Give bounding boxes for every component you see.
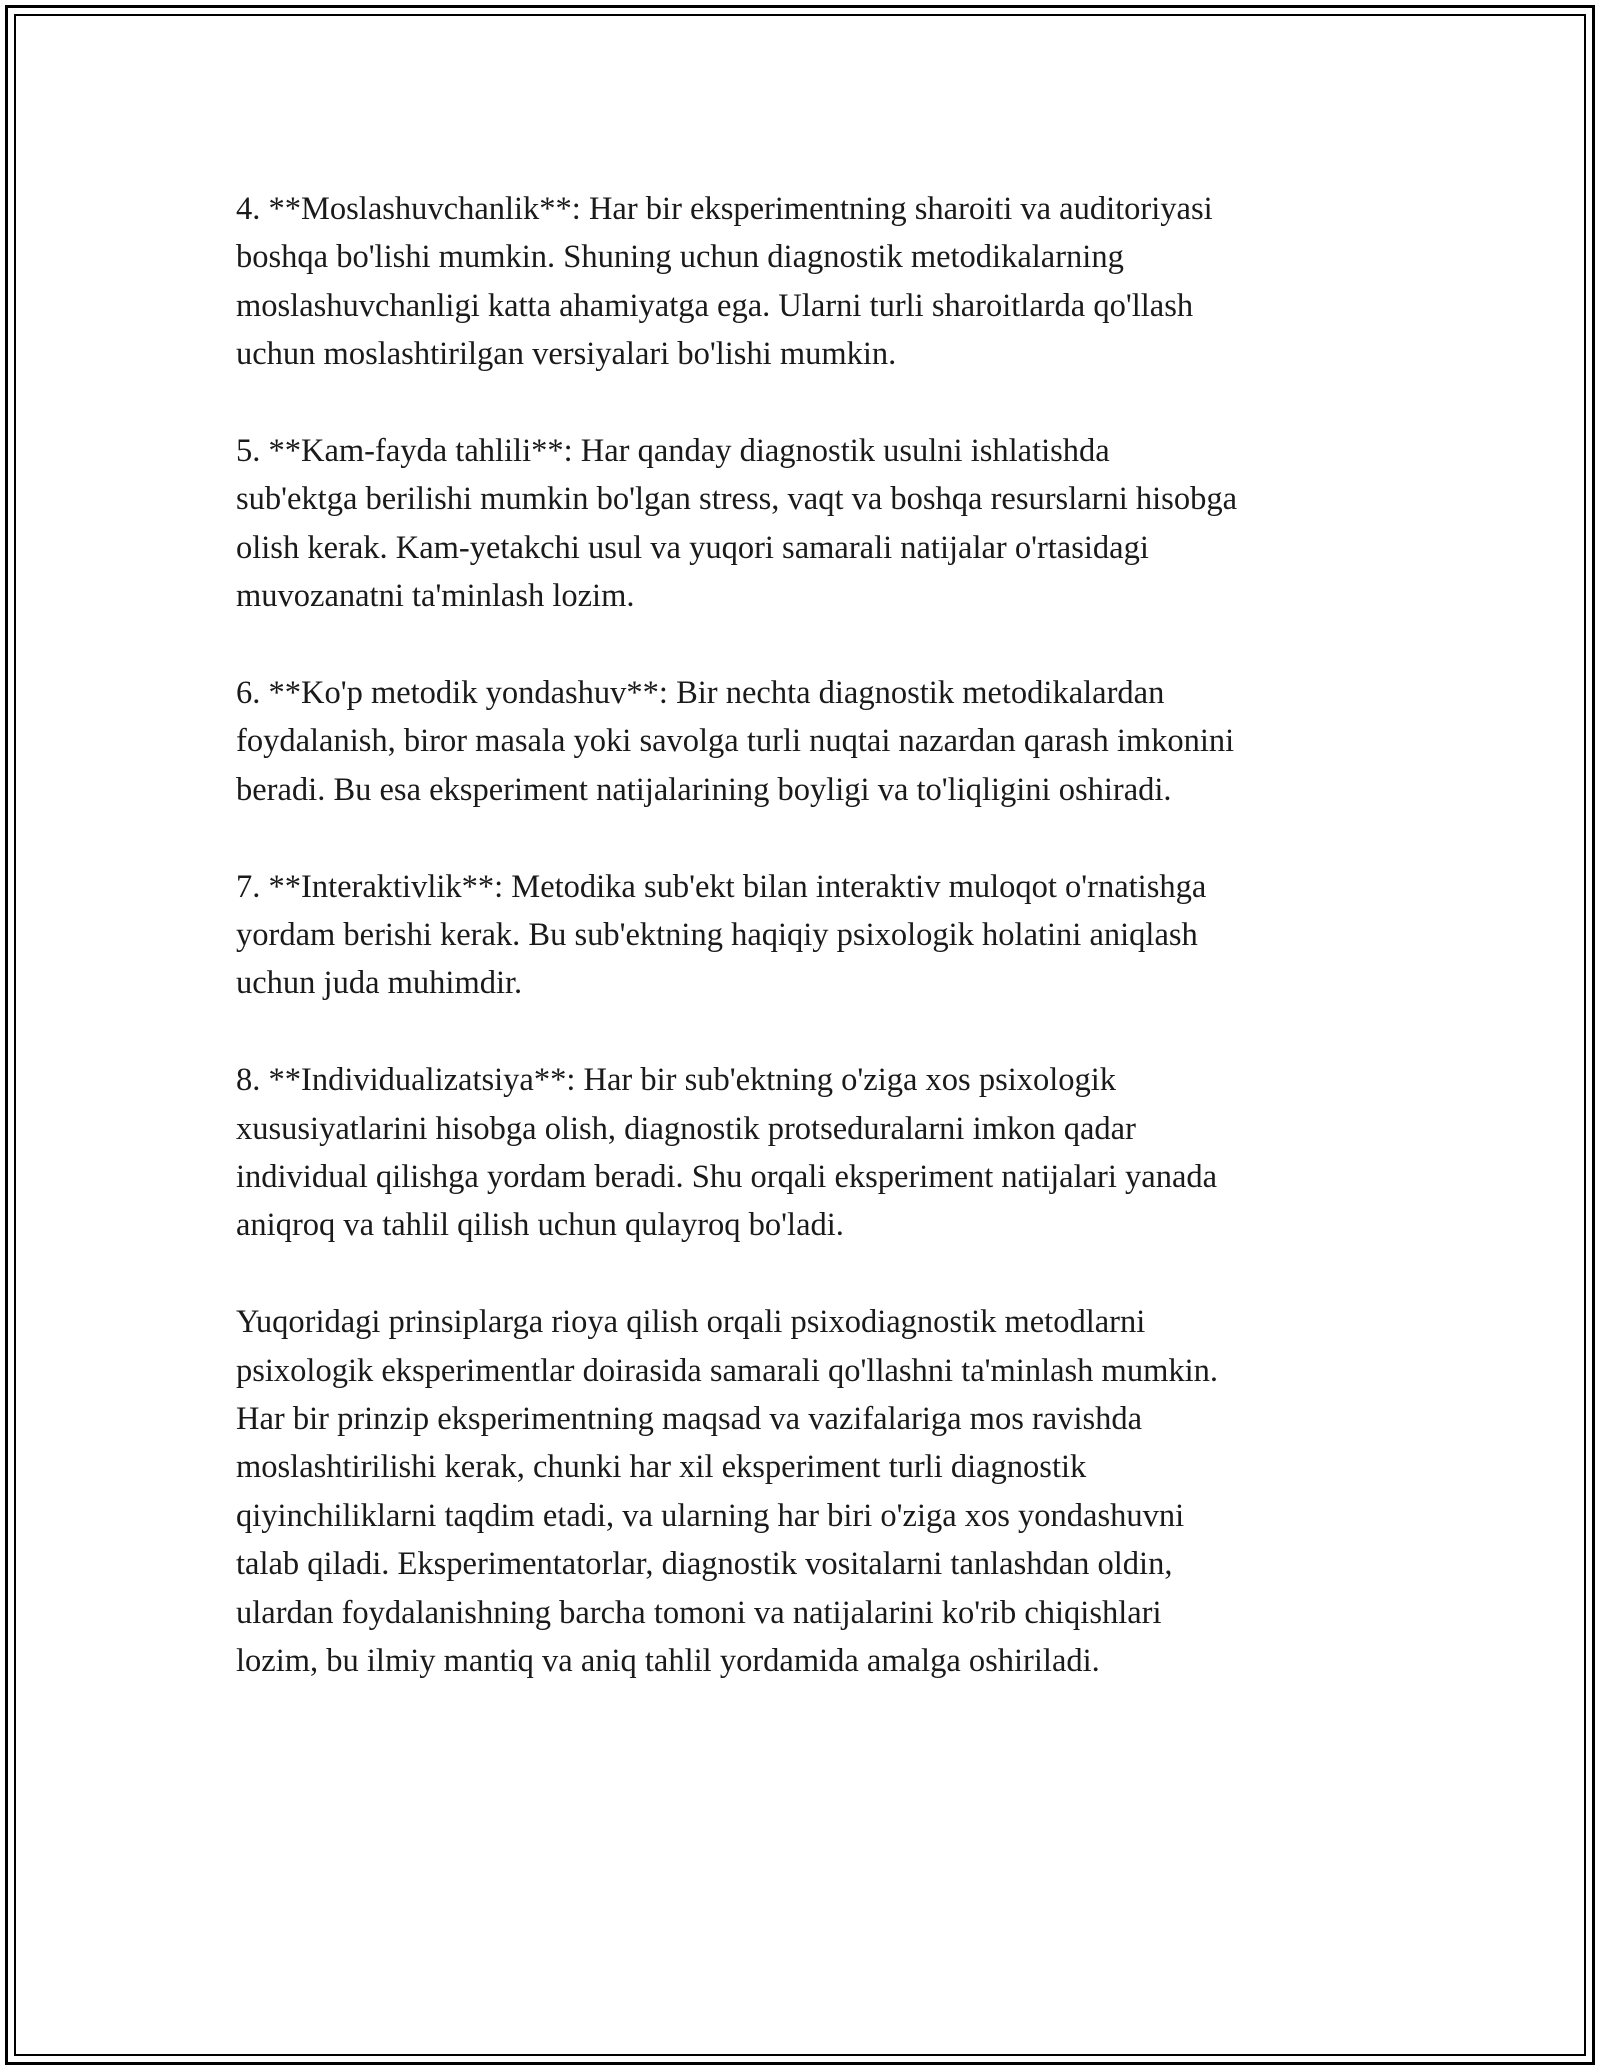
text-line: Yuqoridagi prinsiplarga rioya qilish orqali psixodiagnostik metodlarni xyxy=(236,1304,1146,1341)
text-line: xususiyatlarini hisobga olish, diagnostik protseduralarni imkon qadar xyxy=(236,1110,1136,1147)
text-line: beradi. Bu esa eksperiment natijalarining boyligi va to'liqligini oshiradi. xyxy=(236,771,1172,808)
paragraph-individualizatsiya xyxy=(236,1056,1386,1250)
paragraph-interaktivlik xyxy=(236,863,1386,1008)
text-line: qiyinchiliklarni taqdim etadi, va ularning har biri o'ziga xos yondashuvni xyxy=(236,1497,1185,1534)
paragraph-moslashuvchanlik xyxy=(236,185,1386,379)
text-line: boshqa bo'lishi mumkin. Shuning uchun diagnostik metodikalarning xyxy=(236,239,1124,276)
text-line: Har bir prinzip eksperimentning maqsad va vazifalariga mos ravishda xyxy=(236,1401,1143,1438)
text-line: uchun moslashtirilgan versiyalari bo'lishi mumkin. xyxy=(236,336,897,373)
text-line: olish kerak. Kam-yetakchi usul va yuqori samarali natijalar o'rtasidagi xyxy=(236,529,1149,566)
text-line: yordam berishi kerak. Bu sub'ektning haqiqiy psixologik holatini aniqlash xyxy=(236,917,1198,954)
text-line: psixologik eksperimentlar doirasida samarali qo'llashni ta'minlash mumkin. xyxy=(236,1352,1219,1389)
text-line: individual qilishga yordam beradi. Shu orqali eksperiment natijalari yanada xyxy=(236,1159,1218,1196)
text-line: muvozanatni ta'minlash lozim. xyxy=(236,578,635,615)
paragraph-kop-metodik-yondashuv xyxy=(236,669,1386,814)
paragraph-conclusion xyxy=(236,1298,1386,1685)
document-body xyxy=(236,185,1386,1734)
text-line: 4. **Moslashuvchanlik**: Har bir eksperimentning sharoiti va auditoriyasi xyxy=(236,191,1213,227)
text-line: lozim, bu ilmiy mantiq va aniq tahlil yordamida amalga oshiriladi. xyxy=(236,1643,1100,1680)
text-line: sub'ektga berilishi mumkin bo'lgan stress, vaqt va boshqa resurslarni hisobga xyxy=(236,481,1237,518)
text-line: uchun juda muhimdir. xyxy=(236,965,523,1002)
text-line: moslashuvchanligi katta ahamiyatga ega. Ularni turli sharoitlarda qo'llash xyxy=(236,287,1194,324)
text-line: 8. **Individualizatsiya**: Har bir sub'ektning o'ziga xos psixologik xyxy=(236,1062,1117,1099)
text-line: foydalanish, biror masala yoki savolga turli nuqtai nazardan qarash imkonini xyxy=(236,723,1235,760)
text-line: 7. **Interaktivlik**: Metodika sub'ekt bilan interaktiv muloqot o'rnatishga xyxy=(236,868,1207,905)
paragraph-kam-fayda-tahlili xyxy=(236,427,1386,621)
text-line: 6. **Ko'p metodik yondashuv**: Bir nechta diagnostik metodikalardan xyxy=(236,675,1165,712)
text-line: 5. **Kam-fayda tahlili**: Har qanday diagnostik usulni ishlatishda xyxy=(236,433,1110,470)
text-line: moslashtirilishi kerak, chunki har xil eksperiment turli diagnostik xyxy=(236,1449,1087,1486)
text-line: ulardan foydalanishning barcha tomoni va natijalarini ko'rib chiqishlari xyxy=(236,1594,1162,1631)
text-line: aniqroq va tahlil qilish uchun qulayroq bo'ladi. xyxy=(236,1207,844,1244)
text-line: talab qiladi. Eksperimentatorlar, diagnostik vositalarni tanlashdan oldin, xyxy=(236,1546,1173,1583)
